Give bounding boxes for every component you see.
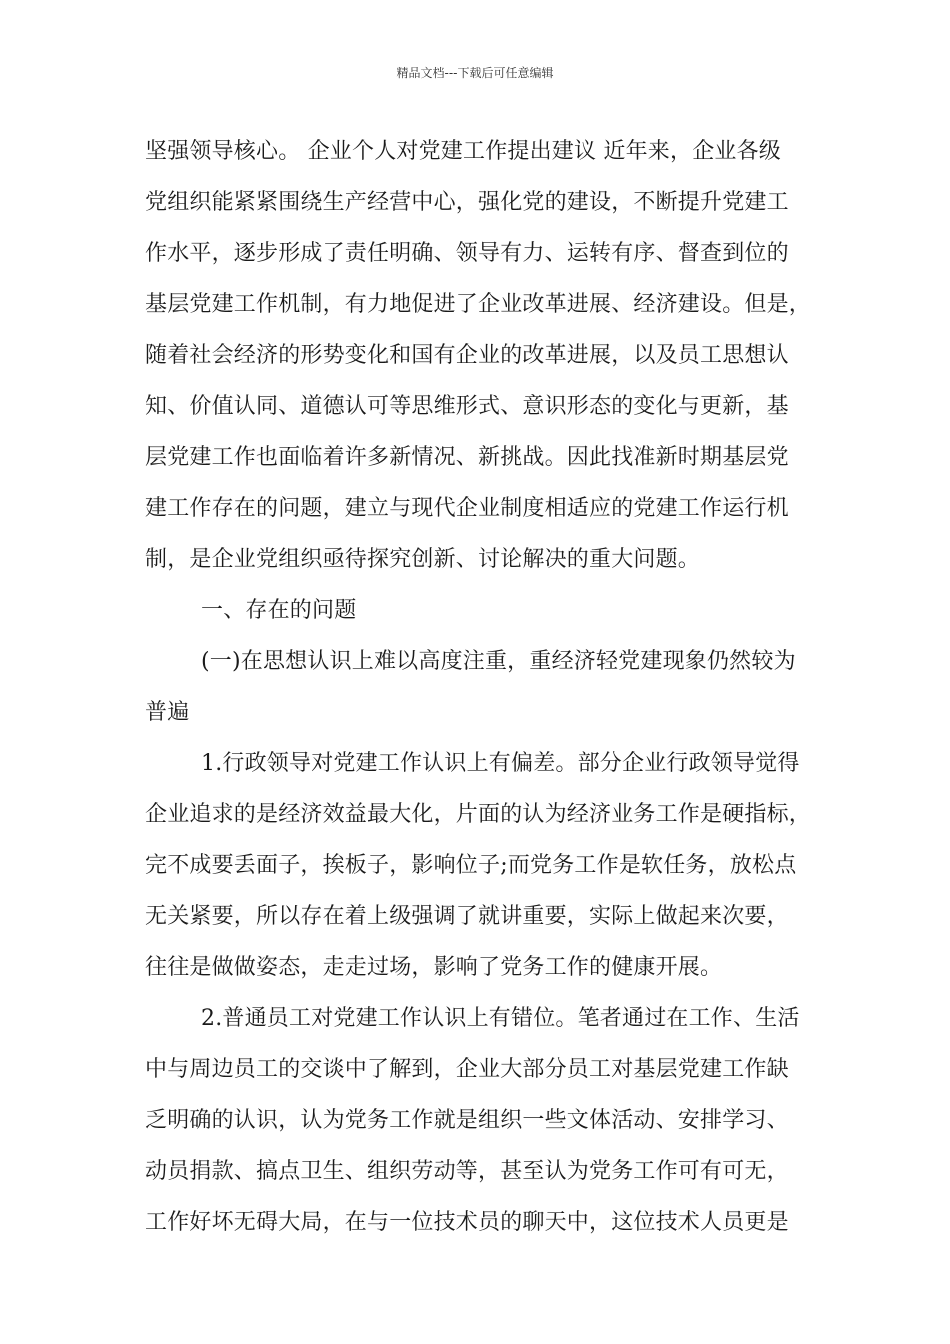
section-heading: 一、存在的问题 bbox=[201, 598, 357, 623]
subsection-heading: (一)在思想认识上难以高度注重，重经济轻党建现象仍然较为 bbox=[201, 649, 796, 674]
text-line: 制，是企业党组织亟待探究创新、讨论解决的重大问题。 bbox=[145, 547, 701, 572]
text-line: 作水平，逐步形成了责任明确、领导有力、运转有序、督查到位的 bbox=[145, 241, 789, 266]
text-line: 往往是做做姿态，走走过场，影响了党务工作的健康开展。 bbox=[145, 955, 723, 980]
text-line: 乏明确的认识，认为党务工作就是组织一些文体活动、安排学习、 bbox=[145, 1108, 789, 1133]
page-header: 精品文档---下载后可任意编辑 bbox=[396, 66, 554, 80]
text-line: 建工作存在的问题，建立与现代企业制度相适应的党建工作运行机 bbox=[145, 496, 789, 521]
text-line: 无关紧要，所以存在着上级强调了就讲重要，实际上做起来次要， bbox=[145, 904, 789, 929]
text-line: 层党建工作也面临着许多新情况、新挑战。因此找准新时期基层党 bbox=[145, 445, 789, 470]
text-line: 党组织能紧紧围绕生产经营中心，强化党的建设，不断提升党建工 bbox=[145, 190, 789, 215]
text-line: 完不成要丢面子，挨板子，影响位子;而党务工作是软任务，放松点 bbox=[145, 853, 797, 878]
paragraph-start: 2.普通员工对党建工作认识上有错位。笔者通过在工作、生活 bbox=[201, 1006, 800, 1031]
text-line: 知、价值认同、道德认可等思维形式、意识形态的变化与更新，基 bbox=[145, 394, 789, 419]
text-line: 企业追求的是经济效益最大化，片面的认为经济业务工作是硬指标， bbox=[145, 802, 812, 827]
text-line: 中与周边员工的交谈中了解到，企业大部分员工对基层党建工作缺 bbox=[145, 1057, 789, 1082]
text-line: 普遍 bbox=[145, 700, 190, 725]
document-body bbox=[145, 130, 810, 1252]
text-line: 随着社会经济的形势变化和国有企业的改革进展，以及员工思想认 bbox=[145, 343, 789, 368]
text-line: 坚强领导核心。 企业个人对党建工作提出建议 近年来，企业各级 bbox=[145, 139, 781, 164]
text-line: 动员捐款、搞点卫生、组织劳动等，甚至认为党务工作可有可无， bbox=[145, 1159, 789, 1184]
text-line: 基层党建工作机制，有力地促进了企业改革进展、经济建设。但是， bbox=[145, 292, 812, 317]
paragraph-start: 1.行政领导对党建工作认识上有偏差。部分企业行政领导觉得 bbox=[201, 751, 800, 776]
text-line: 工作好坏无碍大局，在与一位技术员的聊天中，这位技术人员更是 bbox=[145, 1210, 789, 1235]
